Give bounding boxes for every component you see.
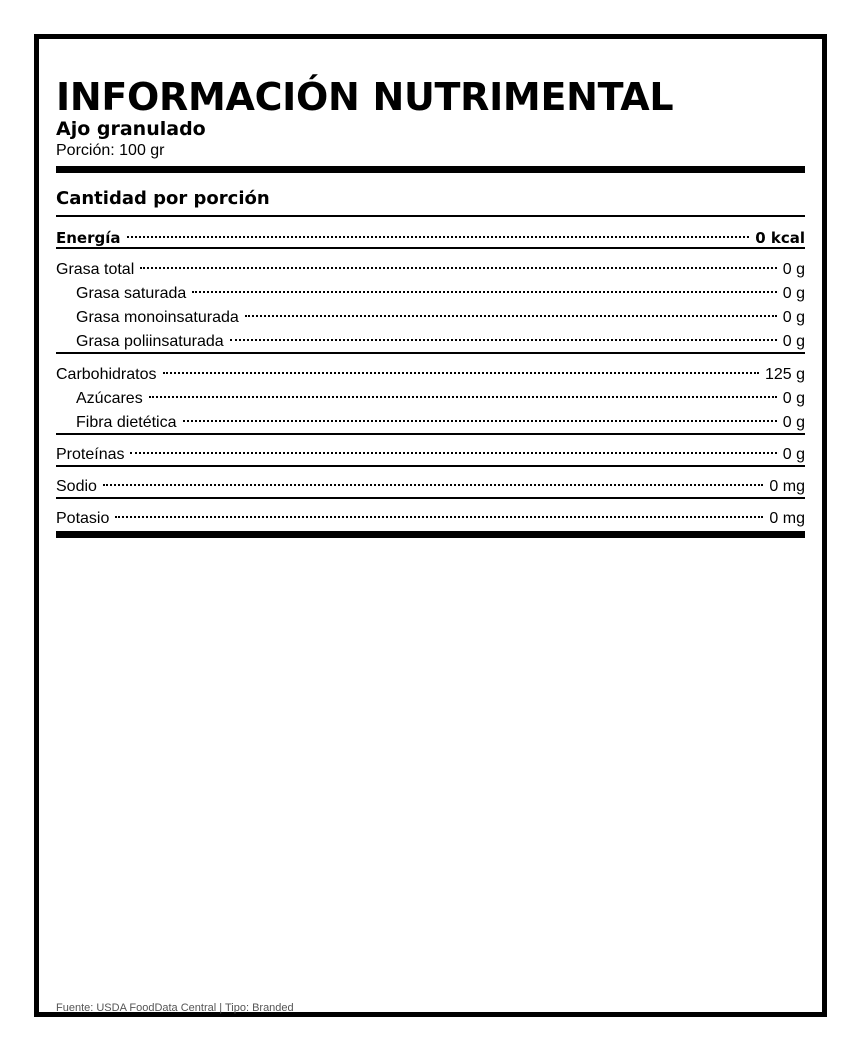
product-name: Ajo granulado bbox=[56, 118, 206, 140]
row-value: 0 g bbox=[782, 333, 805, 350]
dot-leader bbox=[245, 315, 777, 317]
dot-leader bbox=[230, 339, 777, 341]
divider bbox=[56, 215, 805, 217]
row-potasio bbox=[56, 508, 805, 530]
row-azucares bbox=[56, 388, 805, 410]
row-name: Fibra dietética bbox=[76, 414, 177, 431]
divider bbox=[56, 497, 805, 499]
row-value: 0 mg bbox=[769, 510, 805, 527]
divider-thick bbox=[56, 531, 805, 538]
row-name: Azúcares bbox=[76, 390, 143, 407]
dot-leader bbox=[103, 484, 764, 486]
dot-leader bbox=[149, 396, 777, 398]
divider bbox=[56, 352, 805, 354]
row-sodio bbox=[56, 476, 805, 498]
divider bbox=[56, 247, 805, 249]
row-grasa-saturada bbox=[56, 283, 805, 305]
row-name: Grasa monoinsaturada bbox=[76, 309, 239, 326]
row-grasa-total bbox=[56, 259, 805, 281]
row-carbohidratos bbox=[56, 364, 805, 386]
dot-leader bbox=[140, 267, 776, 269]
row-name: Grasa total bbox=[56, 261, 135, 278]
row-name: Sodio bbox=[56, 478, 97, 495]
dot-leader bbox=[127, 236, 750, 238]
dot-leader bbox=[130, 452, 776, 454]
row-name: Proteínas bbox=[56, 446, 125, 463]
row-name: Potasio bbox=[56, 510, 110, 527]
dot-leader bbox=[163, 372, 759, 374]
row-grasa-monoinsaturada bbox=[56, 307, 805, 329]
nutrition-label bbox=[34, 34, 827, 1017]
row-value: 0 kcal bbox=[755, 229, 805, 247]
dot-leader bbox=[183, 420, 777, 422]
row-name: Energía bbox=[56, 229, 121, 247]
row-value: 0 g bbox=[782, 414, 805, 431]
dot-leader bbox=[192, 291, 776, 293]
row-energia bbox=[56, 227, 805, 249]
row-value: 0 g bbox=[782, 309, 805, 326]
row-name: Carbohidratos bbox=[56, 366, 157, 383]
row-name: Grasa poliinsaturada bbox=[76, 333, 224, 350]
divider bbox=[56, 433, 805, 435]
divider-thick bbox=[56, 166, 805, 173]
source-footer: Fuente: USDA FoodData Central | Tipo: Branded bbox=[56, 1002, 294, 1014]
serving-size: Porción: 100 gr bbox=[56, 142, 165, 159]
row-value: 0 g bbox=[782, 261, 805, 278]
row-fibra-dietetica bbox=[56, 412, 805, 434]
dot-leader bbox=[115, 516, 763, 518]
row-value: 125 g bbox=[764, 366, 805, 383]
label-title: INFORMACIÓN NUTRIMENTAL bbox=[56, 75, 674, 119]
row-value: 0 g bbox=[782, 285, 805, 302]
row-grasa-poliinsaturada bbox=[56, 331, 805, 353]
row-value: 0 mg bbox=[769, 478, 805, 495]
row-name: Grasa saturada bbox=[76, 285, 187, 302]
row-value: 0 g bbox=[782, 390, 805, 407]
divider bbox=[56, 465, 805, 467]
row-proteinas bbox=[56, 444, 805, 466]
amount-per-serving-heading: Cantidad por porción bbox=[56, 188, 270, 209]
row-value: 0 g bbox=[782, 446, 805, 463]
